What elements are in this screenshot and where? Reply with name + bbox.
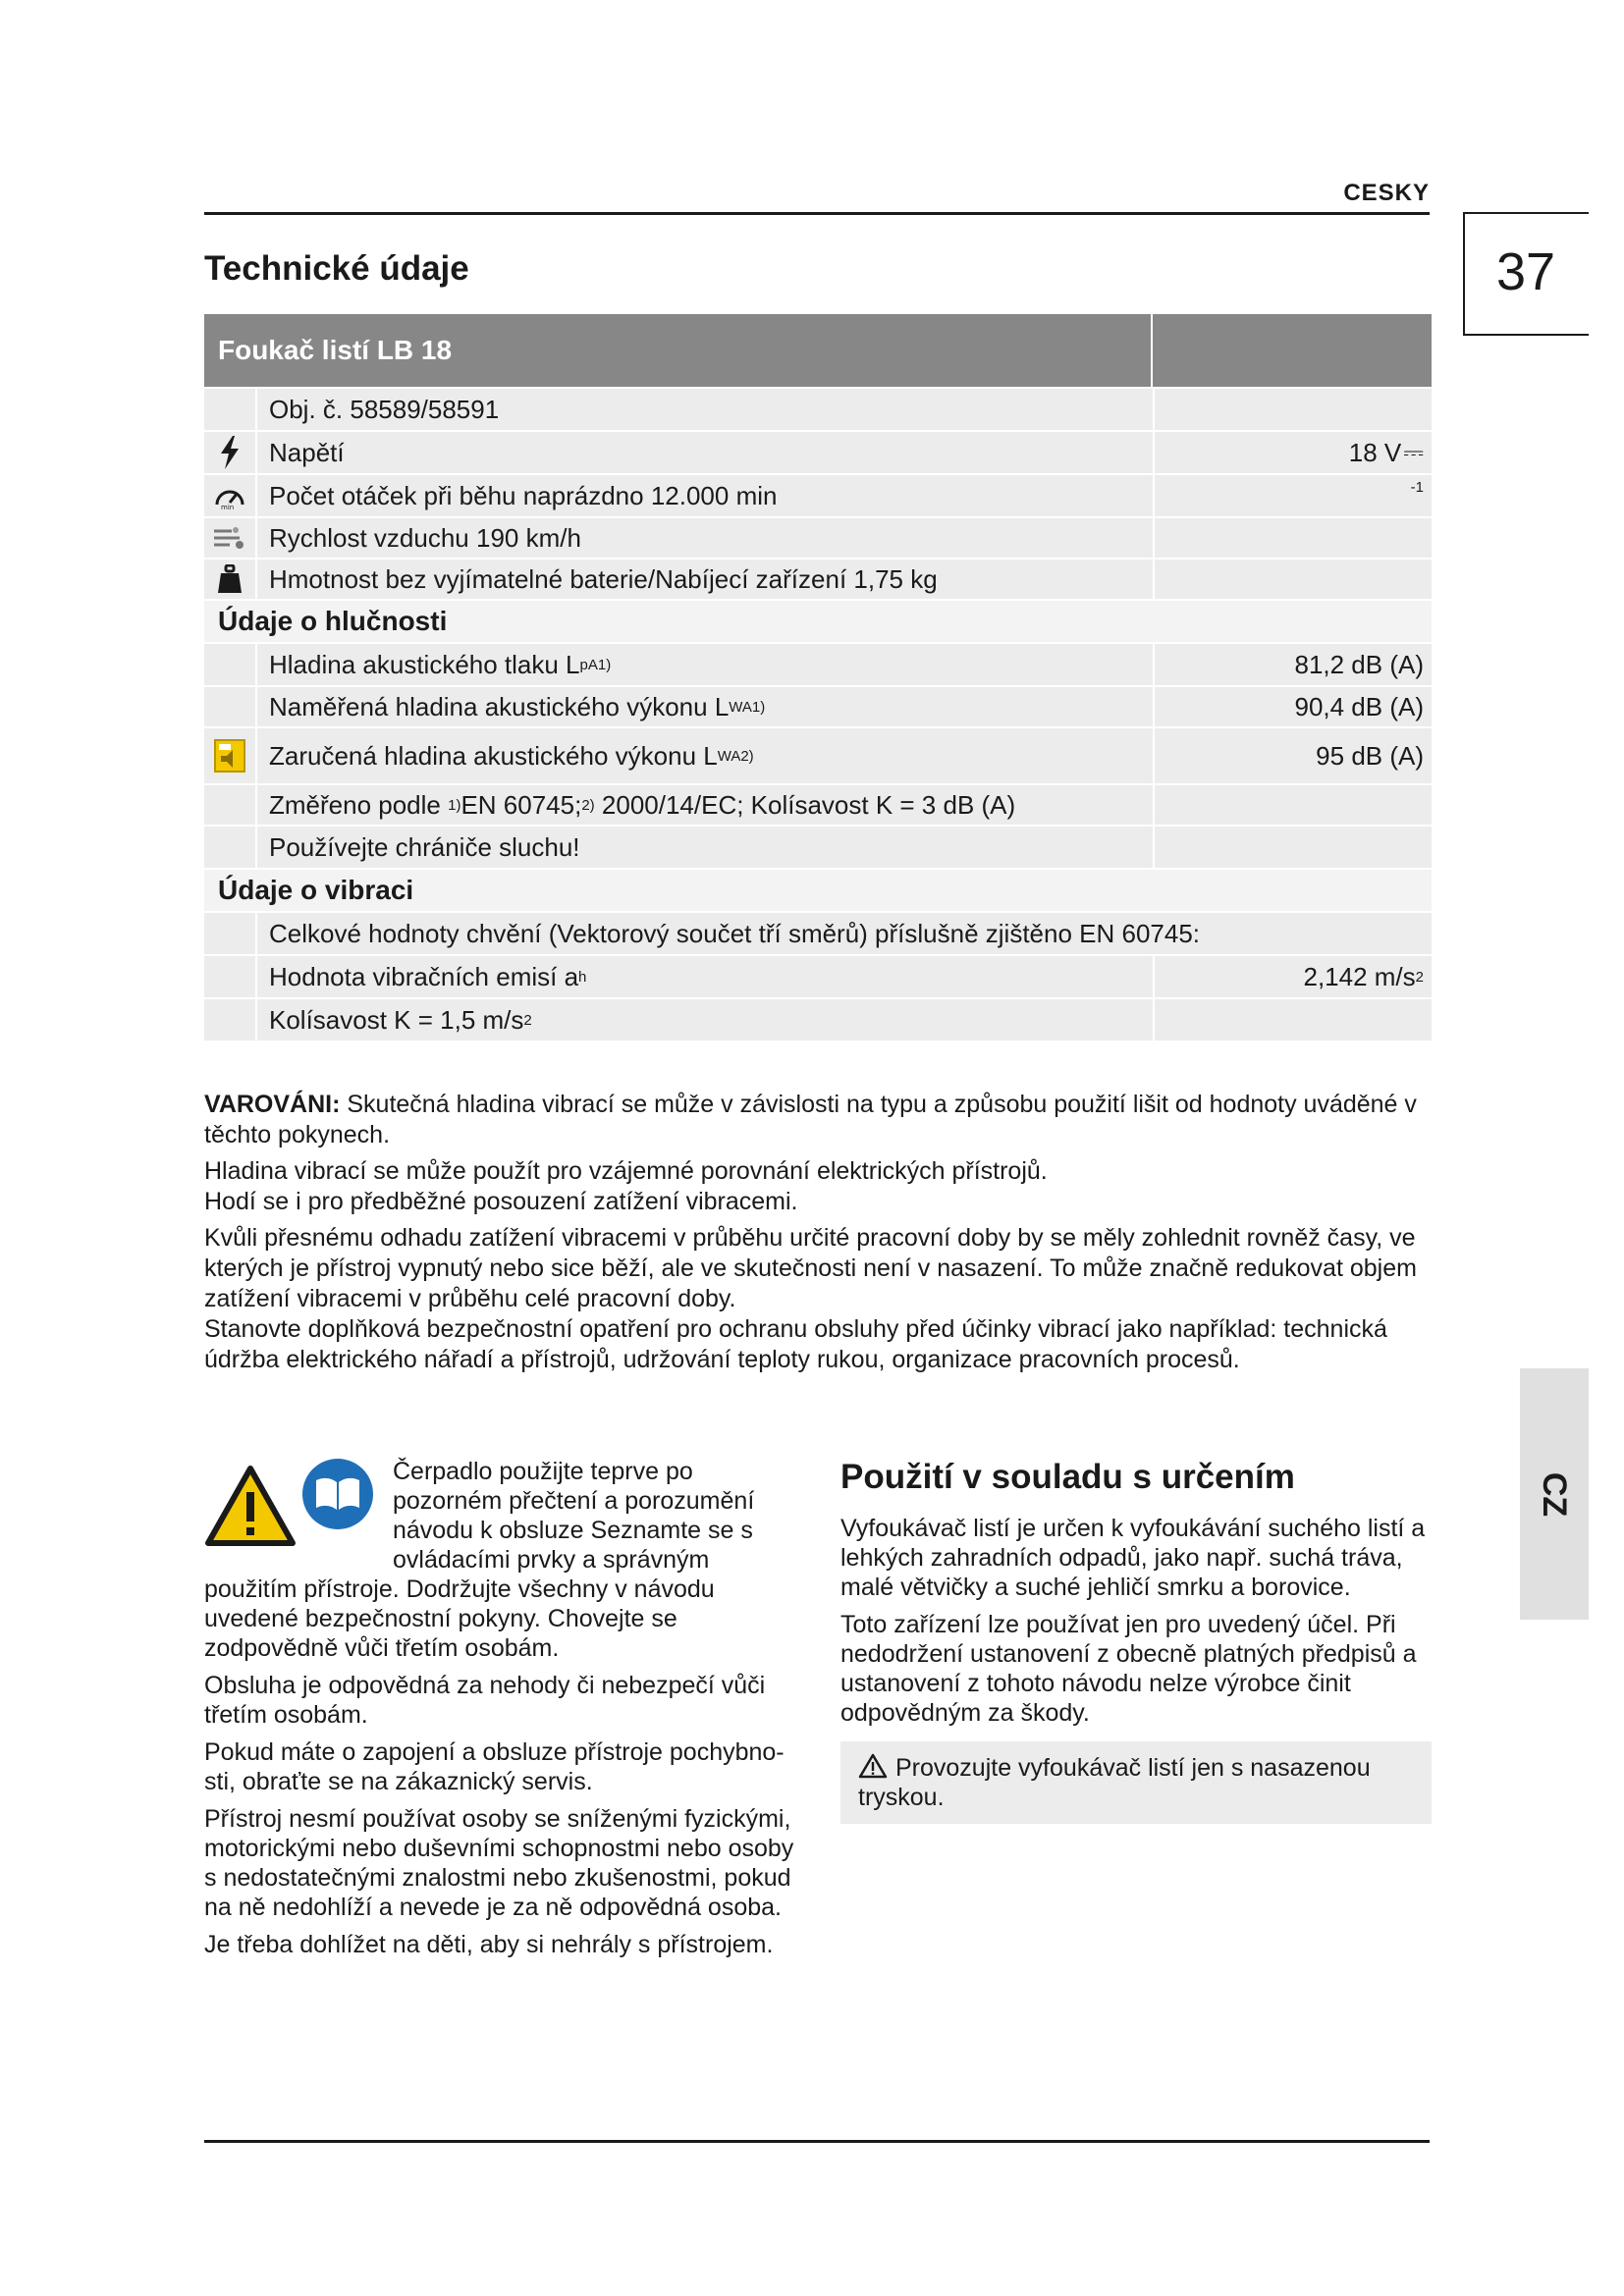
voltage-value: 18 V [1348, 437, 1402, 467]
spec-row-order: Obj. č. 58589/58591 [204, 387, 1432, 430]
spec-row-measured-by: Změřeno podle 1) EN 60745; 2) 2000/14/EC; Kolísavost K = 3 dB (A) [204, 783, 1432, 825]
section-title: Technické údaje [204, 249, 469, 288]
vibration-warning: VAROVÁNI: Skutečná hladina vibrací se může v závislosti na typu a způsobu použití lišit od hodnoty uváděné v těchto pokynech. Hladina vibrací se může použít pro vzájemné porovnání elektrických přístrojů. Hodí se i pro předběžné posouzení zatížení vibracemi. Kvůli přesnému odhadu zatížení vibracemi v průběhu určité pracovní doby by se měly zohlednit rovněž časy, ve kterých je přístroj vypnutý nebo sice běží, ale ve skutečnosti není v nasazení. To může značně redukovat objem zatížení vibracemi v průběhu celé pracovní doby. Stanovte doplňková bezpečnostní opatření pro ochranu obsluhy před účinky vibrací jako například: technická údržba elektrického nářadí a přístrojů, udržování teploty rukou, organizace pracovních procesů. [204, 1091, 1417, 1373]
spec-row-hearing-protection: Používejte chrániče sluchu! [204, 825, 1432, 868]
lightning-icon [219, 436, 241, 469]
read-manual-icon [300, 1457, 375, 1531]
guaranteed-power-value: 95 dB (A) [1316, 740, 1424, 771]
header-rule [204, 212, 1430, 215]
air-flow-icon [212, 523, 247, 553]
language-tab-label: CZ [1536, 1471, 1574, 1517]
spec-row-air-speed: Rychlost vzduchu 190 km/h [204, 516, 1432, 558]
spec-row-guaranteed-power: Zaručená hladina akustického výkonu L WA 2) 95 dB (A) [204, 726, 1432, 783]
safety-instructions: Čerpadlo použijte teprve po pozorném přečtení a porozumění návodu k obsluze Seznamte se s ovládacími prvky a správným použitím přístroje. Dodržujte všechny v návodu uvedené bezpečnostní pokyny. Chovejte se zodpovědně vůči třetím osobám. Obsluha je odpovědná za nehody či nebezpečí vůči třetím osobám. Pokud máte o zapojení a obsluze přístroje pochybno-sti, obraťte se na zákaznický servis. Přístroj nesmí používat osoby se sníženými fyzickými, motorickými nebo duševními schopnostmi nebo osoby s nedostatečnými znalostmi nebo zkušenostmi, pokud na ně nedohlíží a nevede je za ně odpovědná osoba. Je třeba dohlížet na děti, aby si nehrály s přístrojem. [204, 1458, 794, 1958]
spec-row-vibration-total: Celkové hodnoty chvění (Vektorový součet tří směrů) příslušně zjištěno EN 60745: [204, 911, 1432, 954]
vibration-heading: Údaje o vibraci [218, 875, 414, 905]
spec-row-voltage: Napětí 18 V ⎓ [204, 430, 1432, 473]
warning-lead: VAROVÁNI: [204, 1091, 341, 1118]
sound-pressure-value: 81,2 dB (A) [1294, 649, 1424, 679]
noise-heading: Údaje o hlučnosti [218, 606, 448, 636]
noise-label-icon [213, 738, 246, 774]
noise-heading-row [204, 599, 1432, 642]
spec-row-weight: Hmotnost bez vyjímatelné baterie/Nabíjecí zařízení 1,75 kg [204, 558, 1432, 599]
spec-table [204, 314, 1432, 1041]
measured-power-value: 90,4 dB (A) [1294, 691, 1424, 721]
warning-triangle-icon [858, 1753, 888, 1779]
spec-row-idle-speed: min Počet otáček při běhu naprázdno 12.000 min -1 [204, 473, 1432, 516]
intended-use: Použití v souladu s určením Vyfoukávač listí je určen k vyfoukávání suchého listí a lehkých zahradních odpadů, jako např. suchá tráva, malé větvičky a suché jehličí smrku a borovice. Toto zařízení lze používat jen pro uvedený účel. Při nedodržení ustanovení z obecně platných předpisů a ustanovení z tohoto návodu nelze výrobce činit odpovědným za škody. Provozujte vyfoukávač listí jen s nasazenou tryskou. [840, 1457, 1432, 1824]
header-language: CESKY [1343, 180, 1430, 206]
tachometer-icon [213, 481, 246, 510]
svg-text:min: min [221, 504, 235, 510]
vibration-emission-value: 2,142 m/s [1303, 961, 1416, 991]
dc-symbol: ⎓ [1403, 437, 1424, 466]
spec-table-header [204, 314, 1432, 387]
weight-icon [217, 564, 243, 594]
nozzle-note: Provozujte vyfoukávač listí jen s nasazenou tryskou. [840, 1741, 1432, 1824]
safety-icons [204, 1457, 381, 1549]
vibration-heading-row [204, 868, 1432, 911]
footer-rule [204, 2140, 1430, 2143]
intended-use-title: Použití v souladu s určením [840, 1458, 1295, 1496]
page-number: 37 [1495, 242, 1556, 301]
spec-row-vibration-uncertainty: Kolísavost K = 1,5 m/s 2 [204, 997, 1432, 1041]
warning-triangle-icon [204, 1465, 297, 1547]
spec-row-measured-power: Naměřená hladina akustického výkonu L WA 1) 90,4 dB (A) [204, 685, 1432, 726]
spec-row-sound-pressure: Hladina akustického tlaku L pA 1) 81,2 dB (A) [204, 642, 1432, 685]
product-name: Foukač listí LB 18 [204, 314, 1153, 387]
idle-speed-unit-exponent: -1 [1410, 479, 1424, 496]
spec-row-vibration-emission: Hodnota vibračních emisí a h 2,142 m/s 2 [204, 954, 1432, 997]
